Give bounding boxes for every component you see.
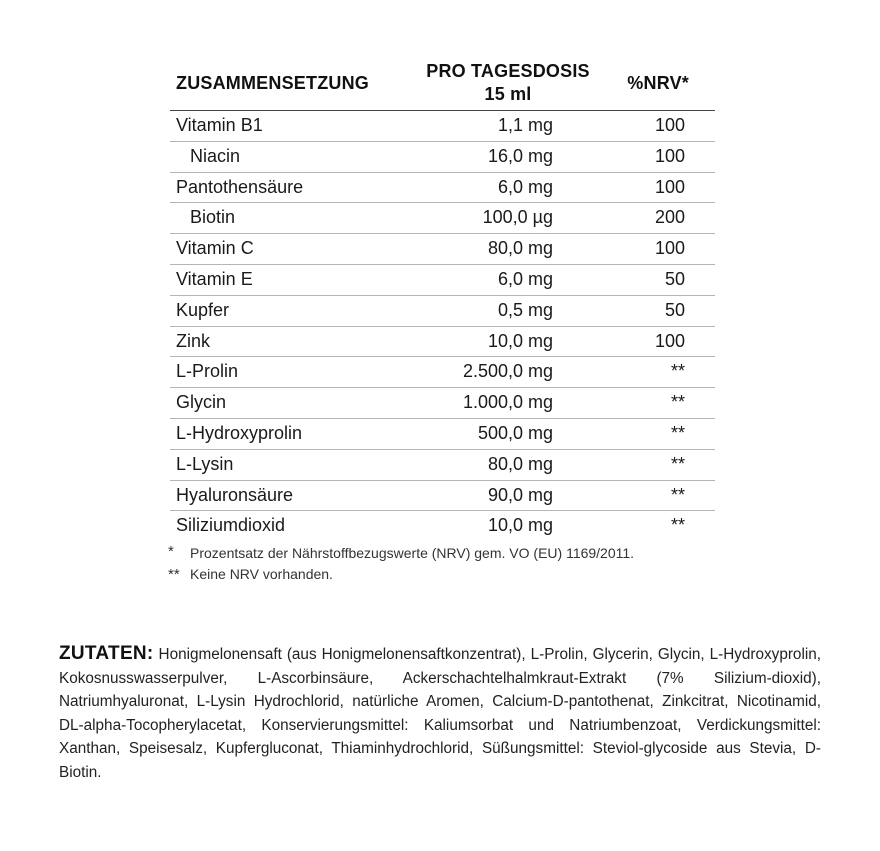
nutrient-name: Niacin — [190, 145, 241, 166]
nutrient-name: Hyaluronsäure — [176, 484, 294, 505]
nutrient-nrv: 50 — [664, 299, 685, 320]
nutrient-name: Siliziumdioxid — [176, 515, 286, 536]
nutrient-dose: 16,0 mg — [487, 145, 553, 166]
table-row — [170, 327, 715, 358]
table-row — [170, 173, 715, 204]
nutrient-nrv: 100 — [654, 115, 685, 135]
nutrient-name: L-Lysin — [176, 453, 234, 474]
footnote-text: Keine NRV vorhanden. — [190, 566, 333, 582]
nutrient-name: Zink — [176, 330, 211, 351]
nutrient-name: L-Hydroxyprolin — [176, 422, 303, 443]
nutrient-name: Biotin — [190, 207, 236, 228]
table-row — [170, 265, 715, 296]
nutrient-nrv: ** — [670, 422, 685, 443]
nutrient-nrv: ** — [670, 515, 685, 536]
table-row — [170, 450, 715, 481]
ingredients-paragraph — [59, 642, 821, 784]
nutrient-name: L-Prolin — [176, 361, 239, 382]
header-nrv: %NRV* — [627, 73, 689, 93]
table-row — [170, 357, 715, 388]
table-row — [170, 481, 715, 512]
nutrient-nrv: 200 — [654, 207, 685, 228]
table-row — [170, 511, 715, 541]
table-row — [170, 234, 715, 265]
nutrient-dose: 1,1 mg — [497, 115, 553, 135]
nutrient-nrv: 100 — [654, 238, 685, 259]
nutrient-dose: 0,5 mg — [497, 299, 553, 320]
header-daily-dose — [408, 60, 608, 106]
table-row — [170, 388, 715, 419]
header-composition: ZUSAMMENSETZUNG — [176, 73, 369, 93]
nutrient-dose: 80,0 mg — [487, 453, 553, 474]
nutrient-dose: 500,0 mg — [477, 422, 553, 443]
nutrient-dose: 6,0 mg — [497, 268, 553, 289]
nutrient-name: Vitamin B1 — [176, 115, 263, 135]
table-row — [170, 296, 715, 327]
nutrient-dose: 6,0 mg — [497, 176, 553, 197]
nutrient-name: Vitamin C — [176, 238, 254, 259]
header-daily-dose-line1: PRO TAGESDOSIS — [426, 61, 590, 81]
nutrient-dose: 90,0 mg — [487, 484, 553, 505]
table-row — [170, 111, 715, 142]
footnote-mark: ** — [168, 566, 180, 583]
table-header — [170, 60, 715, 111]
nutrient-nrv: ** — [670, 361, 685, 382]
nutrient-name: Vitamin E — [176, 268, 253, 289]
footnote-nrv-definition — [168, 543, 690, 564]
nutrient-nrv: 100 — [654, 145, 685, 166]
nutrition-table — [170, 60, 715, 541]
nutrient-nrv: ** — [670, 484, 685, 505]
table-row — [170, 203, 715, 234]
footnote-text: Prozentsatz der Nährstoffbezugswerte (NRV) gem. VO (EU) 1169/2011. — [190, 545, 635, 561]
table-row — [170, 419, 715, 450]
footnote-no-nrv — [168, 564, 690, 585]
ingredients-label: ZUTATEN: — [59, 643, 154, 664]
footnote-mark: * — [168, 543, 174, 560]
nutrient-dose: 2.500,0 mg — [462, 361, 553, 382]
ingredients-text: Honigmelonensaft (aus Honigmelonensaftkonzentrat), L-Prolin, Glycerin, Glycin, L-Hydroxyprolin, Kokosnusswasserpulver, L-Ascorbinsäure, Ackerschachtelhalmkraut-Extrakt (7% Silizium-dioxid), Natriumhyaluronat, L-Lysin Hydrochlorid, natürliche Aromen, Calcium-D-pantothenat, Zinkcitrat, Nicotinamid, DL-alpha-Tocopherylacetat, Konservierungsmittel: Kaliumsorbat und Natriumbenzoat, Verdickungsmittel: Xanthan, Speisesalz, Kupfergluconat, Thiaminhydrochlorid, Süßungsmittel: Steviol-glycoside aus Stevia, D-Biotin. — [59, 646, 821, 781]
nutrient-name: Kupfer — [176, 299, 230, 320]
nutrient-nrv: 100 — [654, 330, 685, 351]
nutrient-name: Pantothensäure — [176, 176, 304, 197]
nutrient-dose: 10,0 mg — [487, 330, 553, 351]
nutrient-dose: 1.000,0 mg — [462, 392, 553, 413]
nutrient-nrv: 50 — [664, 268, 685, 289]
nutrient-dose: 10,0 mg — [487, 515, 553, 536]
nutrient-nrv: 100 — [654, 176, 685, 197]
footnotes — [168, 543, 690, 585]
nutrient-nrv: ** — [670, 453, 685, 474]
table-row — [170, 142, 715, 173]
nutrient-nrv: ** — [670, 392, 685, 413]
nutrient-name: Glycin — [176, 392, 227, 413]
nutrient-dose: 100,0 µg — [482, 207, 553, 228]
table-body — [170, 111, 715, 541]
nutrient-dose: 80,0 mg — [487, 238, 553, 259]
header-daily-dose-line2: 15 ml — [484, 84, 532, 104]
